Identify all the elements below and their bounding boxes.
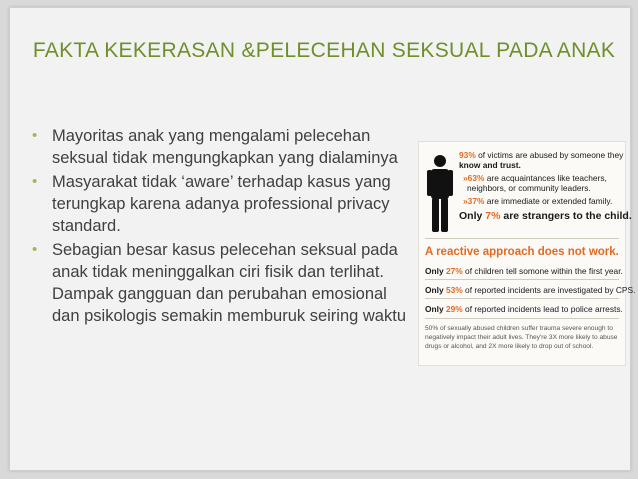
bullet-item — [32, 171, 410, 237]
bullet-icon: • — [32, 241, 38, 258]
slide — [9, 7, 636, 471]
fact-tell: Only 27% of children tell somone within the first year. — [425, 266, 623, 276]
footer-line: drugs or alcohol, and 2X more likely to drop out of school. — [425, 343, 594, 350]
person-icon — [427, 154, 453, 234]
bullet-text: Sebagian besar kasus pelecehan seksual pada anak tidak meninggalkan ciri fisik dan terlihat. Dampak gangguan dan perubahan emosional dan psikologis semakin memburuk seiring waktu — [52, 241, 406, 325]
divider — [425, 298, 619, 299]
divider — [425, 279, 619, 280]
bullet-text: Masyarakat tidak ‘aware’ terhadap kasus yang terungkap karena adanya professional privacy standard. — [52, 173, 391, 235]
divider — [425, 238, 619, 239]
stat-acquaintances-line2: neighbors, or community leaders. — [467, 183, 591, 193]
stat-victims: 93% of victims are abused by someone they — [459, 150, 624, 160]
bullet-icon: • — [32, 173, 38, 190]
stat-family: »37% are immediate or extended family. — [463, 196, 613, 206]
stat-victims-line2: know and trust. — [459, 160, 521, 170]
footer-line: 50% of sexually abused children suffer trauma severe enough to — [425, 325, 613, 332]
bullet-item — [32, 239, 410, 327]
stat-acquaintances: »63% are acquaintances like teachers, — [463, 173, 607, 183]
bullet-list — [32, 125, 410, 329]
fact-investigated: Only 53% of reported incidents are investigated by CPS. — [425, 285, 636, 295]
slide-title: FAKTA KEKERASAN &PELECEHAN SEKSUAL PADA ANAK — [32, 39, 616, 62]
infographic-image — [418, 141, 636, 366]
footer-line: negatively impact their adult lives. They're 3X more likely to abuse — [425, 334, 618, 341]
bullet-item — [32, 125, 410, 169]
fact-arrests: Only 29% of reported incidents lead to police arrests. — [425, 304, 623, 314]
bullet-icon: • — [32, 127, 38, 144]
infographic-headline: A reactive approach does not work. — [425, 246, 619, 258]
divider — [425, 318, 619, 319]
stat-strangers: Only 7% are strangers to the child. — [459, 210, 632, 222]
bullet-text: Mayoritas anak yang mengalami pelecehan seksual tidak mengungkapkan yang dialaminya — [52, 127, 398, 167]
